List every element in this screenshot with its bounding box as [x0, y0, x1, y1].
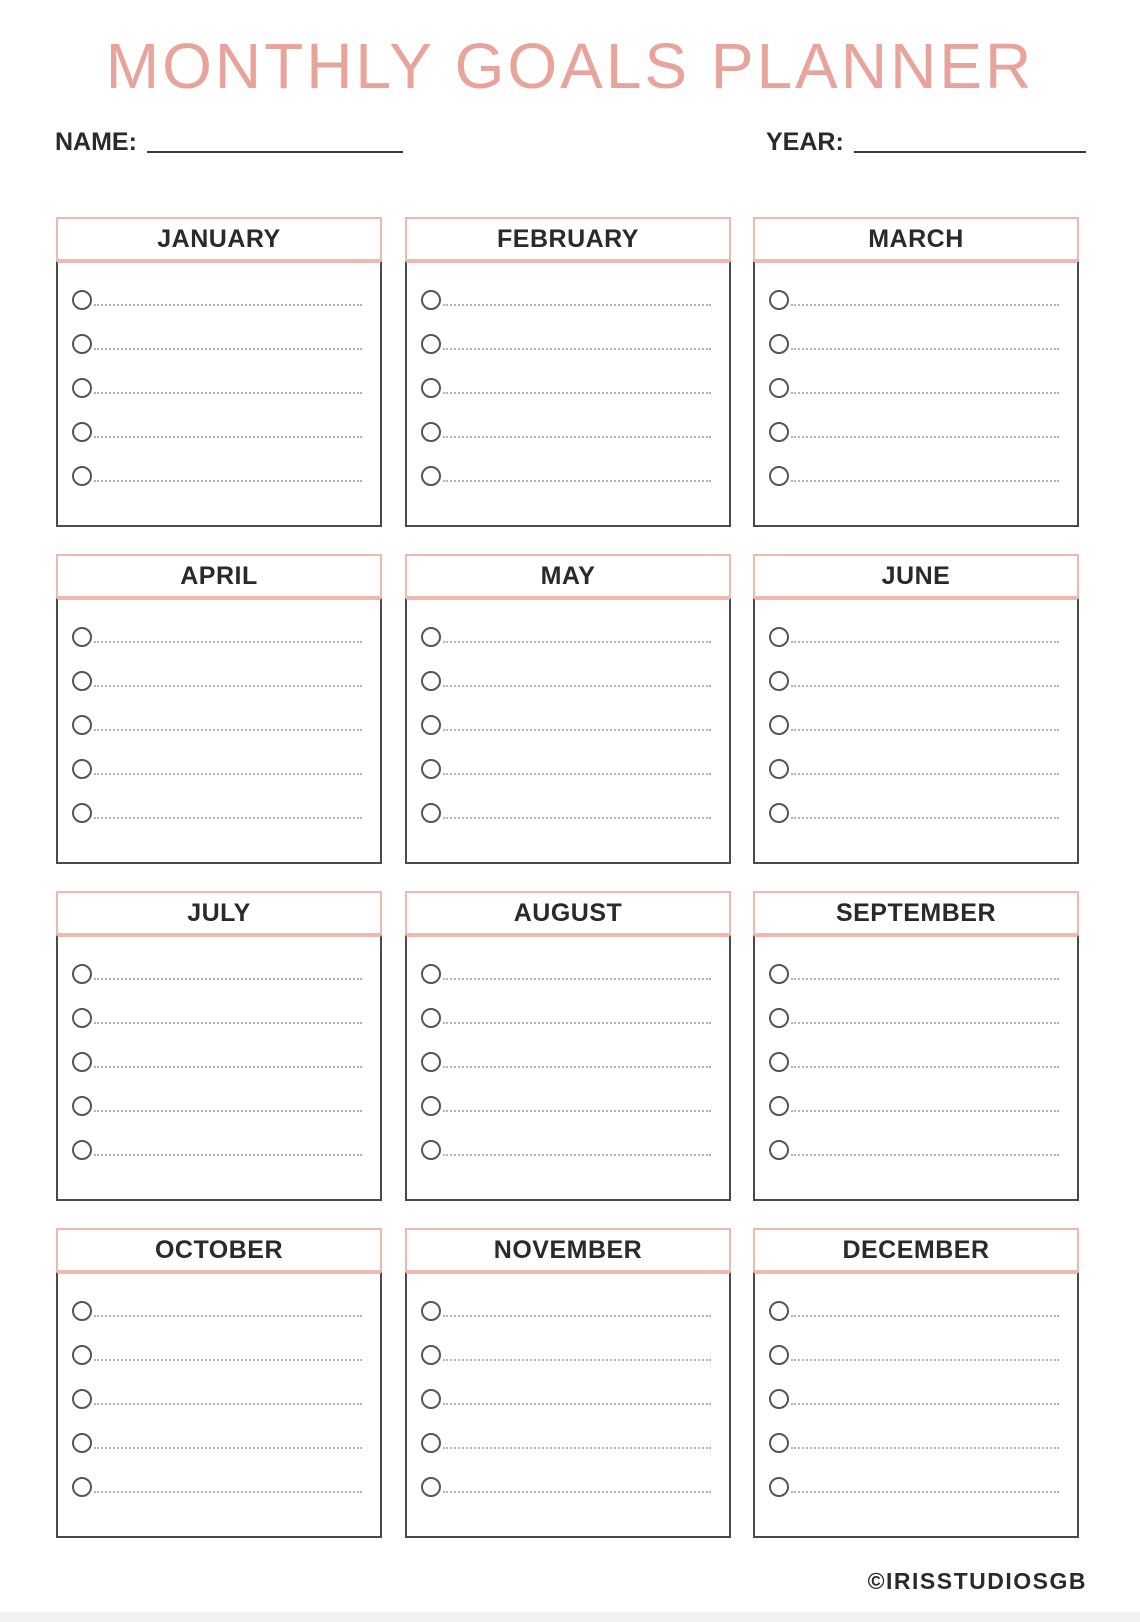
month-header: SEPTEMBER	[753, 891, 1079, 935]
goal-checkbox-circle[interactable]	[72, 1301, 92, 1321]
goal-item	[72, 334, 362, 356]
goal-item	[72, 759, 362, 781]
goal-dotted-line[interactable]	[443, 1022, 711, 1024]
goal-dotted-line[interactable]	[443, 1154, 711, 1156]
goal-checkbox-circle[interactable]	[421, 1008, 441, 1028]
goal-item	[72, 1433, 362, 1455]
goal-dotted-line[interactable]	[443, 1403, 711, 1405]
goal-item	[421, 1052, 711, 1074]
goal-dotted-line[interactable]	[94, 641, 362, 643]
goal-checkbox-circle[interactable]	[769, 378, 789, 398]
goal-checkbox-circle[interactable]	[769, 334, 789, 354]
goal-item	[769, 1140, 1059, 1162]
year-input-line[interactable]	[854, 151, 1086, 153]
goal-item	[72, 466, 362, 488]
goal-checkbox-circle[interactable]	[421, 759, 441, 779]
goal-item	[421, 1389, 711, 1411]
goal-item	[769, 1389, 1059, 1411]
goal-checkbox-circle[interactable]	[421, 671, 441, 691]
month-header: DECEMBER	[753, 1228, 1079, 1272]
goal-item	[421, 759, 711, 781]
goal-dotted-line[interactable]	[791, 817, 1059, 819]
goal-checkbox-circle[interactable]	[769, 1301, 789, 1321]
goal-dotted-line[interactable]	[791, 1403, 1059, 1405]
goal-item	[769, 290, 1059, 312]
month-goal-list	[405, 598, 731, 864]
month-header: FEBRUARY	[405, 217, 731, 261]
goal-dotted-line[interactable]	[791, 978, 1059, 980]
goal-checkbox-circle[interactable]	[769, 759, 789, 779]
name-field	[55, 128, 403, 157]
goal-item	[769, 1052, 1059, 1074]
month-header: NOVEMBER	[405, 1228, 731, 1272]
month-goal-list	[56, 1272, 382, 1538]
goal-checkbox-circle[interactable]	[769, 1140, 789, 1160]
month-box-october	[56, 1228, 382, 1538]
goal-checkbox-circle[interactable]	[421, 334, 441, 354]
goal-checkbox-circle[interactable]	[72, 715, 92, 735]
goal-dotted-line[interactable]	[443, 773, 711, 775]
goal-item	[72, 1008, 362, 1030]
goal-checkbox-circle[interactable]	[421, 1140, 441, 1160]
goal-dotted-line[interactable]	[94, 978, 362, 980]
page-title: MONTHLY GOALS PLANNER	[105, 30, 1035, 102]
goal-checkbox-circle[interactable]	[72, 964, 92, 984]
goal-dotted-line[interactable]	[791, 392, 1059, 394]
goal-checkbox-circle[interactable]	[421, 1477, 441, 1497]
month-box-september	[753, 891, 1079, 1201]
goal-dotted-line[interactable]	[791, 1315, 1059, 1317]
goal-item	[72, 1140, 362, 1162]
goal-dotted-line[interactable]	[791, 1491, 1059, 1493]
goal-checkbox-circle[interactable]	[421, 1345, 441, 1365]
goal-dotted-line[interactable]	[791, 1154, 1059, 1156]
goal-checkbox-circle[interactable]	[769, 1433, 789, 1453]
goal-item	[769, 715, 1059, 737]
goal-item	[769, 671, 1059, 693]
goal-dotted-line[interactable]	[791, 348, 1059, 350]
goal-item	[769, 964, 1059, 986]
month-header: AUGUST	[405, 891, 731, 935]
goal-checkbox-circle[interactable]	[421, 422, 441, 442]
month-header: OCTOBER	[56, 1228, 382, 1272]
goal-item	[72, 378, 362, 400]
goal-item	[769, 378, 1059, 400]
month-box-may	[405, 554, 731, 864]
goal-item	[769, 1096, 1059, 1118]
goal-checkbox-circle[interactable]	[769, 1052, 789, 1072]
goal-checkbox-circle[interactable]	[72, 466, 92, 486]
goal-dotted-line[interactable]	[94, 1110, 362, 1112]
month-box-december	[753, 1228, 1079, 1538]
goal-item	[421, 422, 711, 444]
month-goal-list	[56, 935, 382, 1201]
goal-checkbox-circle[interactable]	[421, 1389, 441, 1409]
goal-item	[72, 627, 362, 649]
goal-checkbox-circle[interactable]	[769, 671, 789, 691]
goal-checkbox-circle[interactable]	[72, 1008, 92, 1028]
goal-item	[421, 1477, 711, 1499]
goal-dotted-line[interactable]	[791, 685, 1059, 687]
goal-item	[72, 1477, 362, 1499]
goal-dotted-line[interactable]	[443, 641, 711, 643]
month-box-august	[405, 891, 731, 1201]
goal-dotted-line[interactable]	[94, 1315, 362, 1317]
goal-item	[421, 1345, 711, 1367]
month-header: MAY	[405, 554, 731, 598]
year-label: YEAR:	[766, 128, 844, 156]
goal-item	[72, 290, 362, 312]
goal-checkbox-circle[interactable]	[72, 290, 92, 310]
month-header: JUNE	[753, 554, 1079, 598]
goal-dotted-line[interactable]	[443, 978, 711, 980]
goal-item	[72, 1096, 362, 1118]
goal-item	[421, 1008, 711, 1030]
copyright-footer: ©IRISSTUDIOSGB	[867, 1568, 1087, 1594]
goal-dotted-line[interactable]	[94, 1447, 362, 1449]
goal-checkbox-circle[interactable]	[769, 803, 789, 823]
goal-item	[72, 1389, 362, 1411]
name-input-line[interactable]	[147, 151, 403, 153]
goal-checkbox-circle[interactable]	[72, 1052, 92, 1072]
goal-checkbox-circle[interactable]	[72, 334, 92, 354]
year-field	[766, 128, 1086, 157]
goal-checkbox-circle[interactable]	[421, 1096, 441, 1116]
goal-item	[769, 334, 1059, 356]
month-header: JANUARY	[56, 217, 382, 261]
goal-dotted-line[interactable]	[791, 729, 1059, 731]
goal-dotted-line[interactable]	[94, 436, 362, 438]
goal-dotted-line[interactable]	[443, 1447, 711, 1449]
month-goal-list	[405, 935, 731, 1201]
month-goal-list	[405, 1272, 731, 1538]
goal-item	[421, 627, 711, 649]
goal-checkbox-circle[interactable]	[769, 715, 789, 735]
goal-checkbox-circle[interactable]	[421, 1301, 441, 1321]
goal-item	[72, 1345, 362, 1367]
goal-item	[72, 671, 362, 693]
goal-item	[769, 466, 1059, 488]
month-header: MARCH	[753, 217, 1079, 261]
goal-item	[72, 803, 362, 825]
goal-checkbox-circle[interactable]	[72, 1433, 92, 1453]
goal-checkbox-circle[interactable]	[769, 1096, 789, 1116]
goal-dotted-line[interactable]	[791, 773, 1059, 775]
goal-dotted-line[interactable]	[443, 1359, 711, 1361]
goal-dotted-line[interactable]	[443, 1315, 711, 1317]
month-box-july	[56, 891, 382, 1201]
goal-checkbox-circle[interactable]	[72, 1096, 92, 1116]
goal-item	[72, 964, 362, 986]
goal-checkbox-circle[interactable]	[769, 466, 789, 486]
goal-item	[72, 1052, 362, 1074]
goal-dotted-line[interactable]	[443, 817, 711, 819]
month-box-november	[405, 1228, 731, 1538]
goal-checkbox-circle[interactable]	[421, 1433, 441, 1453]
goal-item	[421, 1096, 711, 1118]
goal-item	[421, 466, 711, 488]
goal-checkbox-circle[interactable]	[769, 422, 789, 442]
goal-checkbox-circle[interactable]	[421, 378, 441, 398]
month-box-june	[753, 554, 1079, 864]
month-header: APRIL	[56, 554, 382, 598]
goal-checkbox-circle[interactable]	[72, 759, 92, 779]
goal-checkbox-circle[interactable]	[421, 627, 441, 647]
goal-dotted-line[interactable]	[791, 1022, 1059, 1024]
goal-dotted-line[interactable]	[791, 1359, 1059, 1361]
goal-item	[421, 964, 711, 986]
goal-item	[769, 1477, 1059, 1499]
goal-item	[769, 1433, 1059, 1455]
goal-dotted-line[interactable]	[94, 480, 362, 482]
goal-dotted-line[interactable]	[94, 1154, 362, 1156]
goal-dotted-line[interactable]	[791, 1110, 1059, 1112]
goal-dotted-line[interactable]	[94, 1022, 362, 1024]
goal-dotted-line[interactable]	[94, 685, 362, 687]
goal-checkbox-circle[interactable]	[72, 1140, 92, 1160]
goal-item	[769, 627, 1059, 649]
goal-item	[421, 803, 711, 825]
goal-checkbox-circle[interactable]	[72, 1477, 92, 1497]
goal-item	[769, 759, 1059, 781]
goal-checkbox-circle[interactable]	[72, 378, 92, 398]
month-goal-list	[753, 598, 1079, 864]
goal-checkbox-circle[interactable]	[72, 671, 92, 691]
month-header: JULY	[56, 891, 382, 935]
goal-dotted-line[interactable]	[791, 1447, 1059, 1449]
goal-item	[421, 1140, 711, 1162]
goal-checkbox-circle[interactable]	[769, 290, 789, 310]
goal-checkbox-circle[interactable]	[769, 1389, 789, 1409]
goal-checkbox-circle[interactable]	[421, 964, 441, 984]
goal-dotted-line[interactable]	[94, 1403, 362, 1405]
goal-dotted-line[interactable]	[94, 773, 362, 775]
goal-item	[769, 1008, 1059, 1030]
goal-item	[421, 378, 711, 400]
goal-checkbox-circle[interactable]	[72, 1389, 92, 1409]
goal-checkbox-circle[interactable]	[421, 715, 441, 735]
goal-dotted-line[interactable]	[443, 1491, 711, 1493]
month-box-february	[405, 217, 731, 527]
goal-dotted-line[interactable]	[94, 1359, 362, 1361]
goal-dotted-line[interactable]	[791, 480, 1059, 482]
goal-dotted-line[interactable]	[443, 1066, 711, 1068]
goal-item	[769, 422, 1059, 444]
month-goal-list	[405, 261, 731, 527]
month-goal-list	[753, 935, 1079, 1201]
goal-dotted-line[interactable]	[94, 729, 362, 731]
goal-checkbox-circle[interactable]	[72, 422, 92, 442]
goal-item	[769, 803, 1059, 825]
goal-checkbox-circle[interactable]	[769, 964, 789, 984]
goal-checkbox-circle[interactable]	[421, 466, 441, 486]
goal-dotted-line[interactable]	[94, 817, 362, 819]
goal-dotted-line[interactable]	[443, 348, 711, 350]
goal-dotted-line[interactable]	[443, 1110, 711, 1112]
goal-checkbox-circle[interactable]	[72, 803, 92, 823]
goal-item	[421, 334, 711, 356]
goal-dotted-line[interactable]	[443, 436, 711, 438]
goal-checkbox-circle[interactable]	[421, 1052, 441, 1072]
goal-dotted-line[interactable]	[791, 1066, 1059, 1068]
goal-dotted-line[interactable]	[94, 1491, 362, 1493]
goal-item	[421, 715, 711, 737]
goal-checkbox-circle[interactable]	[72, 1345, 92, 1365]
goal-checkbox-circle[interactable]	[72, 627, 92, 647]
goal-item	[421, 1433, 711, 1455]
goal-item	[769, 1345, 1059, 1367]
month-box-april	[56, 554, 382, 864]
month-goal-list	[753, 261, 1079, 527]
goal-checkbox-circle[interactable]	[421, 290, 441, 310]
goal-item	[72, 422, 362, 444]
goal-dotted-line[interactable]	[443, 685, 711, 687]
goal-dotted-line[interactable]	[443, 304, 711, 306]
goal-dotted-line[interactable]	[443, 480, 711, 482]
month-box-january	[56, 217, 382, 527]
goal-checkbox-circle[interactable]	[769, 627, 789, 647]
goal-item	[769, 1301, 1059, 1323]
goal-item	[421, 1301, 711, 1323]
month-goal-list	[753, 1272, 1079, 1538]
goal-item	[72, 1301, 362, 1323]
goal-dotted-line[interactable]	[94, 304, 362, 306]
goal-item	[72, 715, 362, 737]
goal-item	[421, 290, 711, 312]
goal-item	[421, 671, 711, 693]
goal-checkbox-circle[interactable]	[769, 1477, 789, 1497]
goal-dotted-line[interactable]	[94, 1066, 362, 1068]
goal-dotted-line[interactable]	[791, 436, 1059, 438]
month-goal-list	[56, 261, 382, 527]
month-goal-list	[56, 598, 382, 864]
month-box-march	[753, 217, 1079, 527]
goal-checkbox-circle[interactable]	[769, 1345, 789, 1365]
goal-dotted-line[interactable]	[791, 304, 1059, 306]
goal-dotted-line[interactable]	[443, 729, 711, 731]
goal-checkbox-circle[interactable]	[769, 1008, 789, 1028]
name-label: NAME:	[55, 128, 137, 156]
goal-dotted-line[interactable]	[443, 392, 711, 394]
goal-dotted-line[interactable]	[94, 392, 362, 394]
goal-dotted-line[interactable]	[94, 348, 362, 350]
goal-checkbox-circle[interactable]	[421, 803, 441, 823]
goal-dotted-line[interactable]	[791, 641, 1059, 643]
